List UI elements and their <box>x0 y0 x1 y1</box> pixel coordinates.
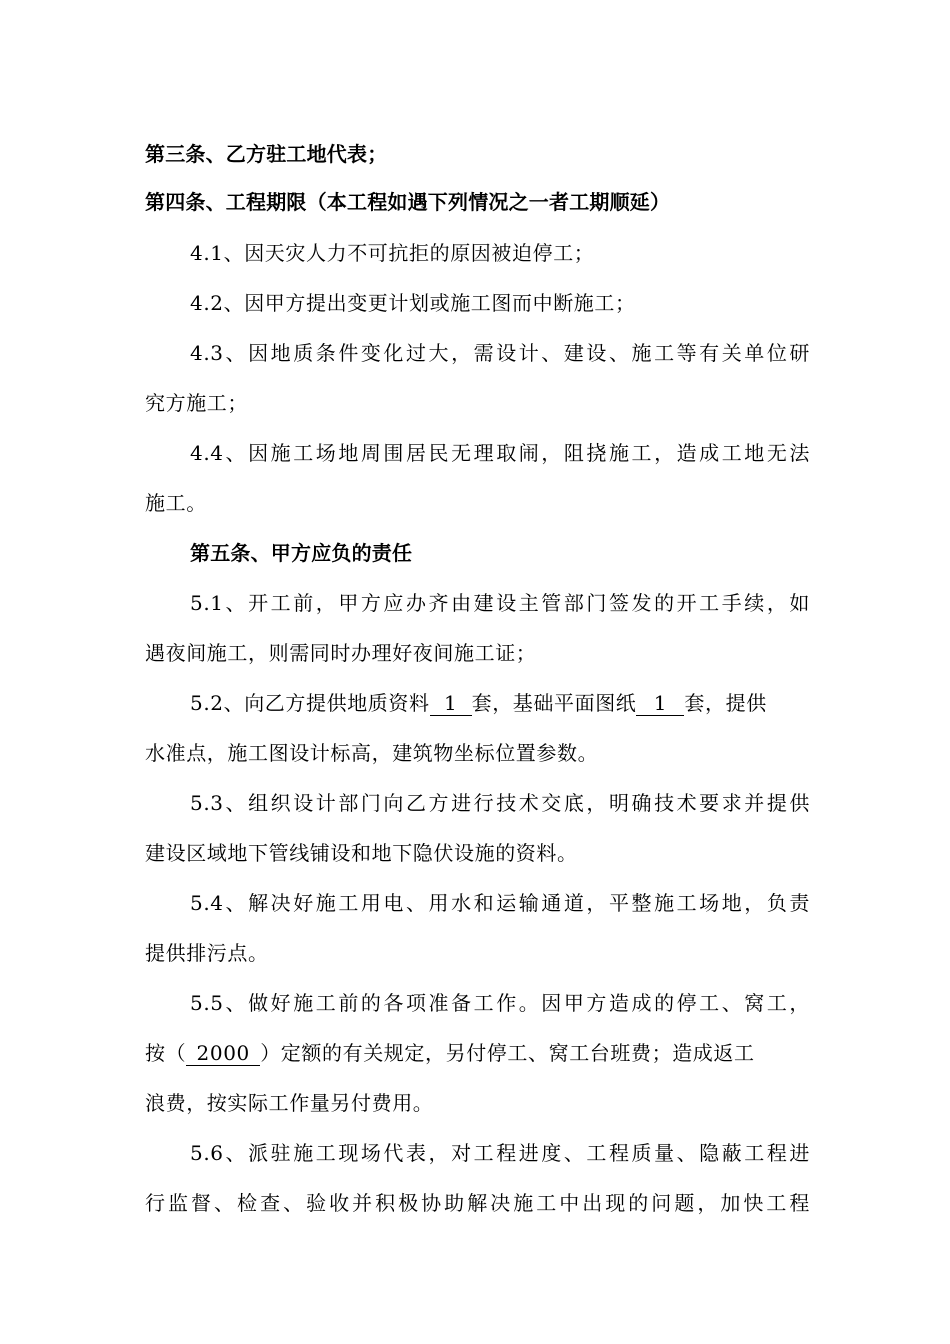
clause-5-5-rest: ）定额的有关规定，另付停工、窝工台班费；造成返工 <box>260 1041 755 1065</box>
clause-4-2: 4.2、因甲方提出变更计划或施工图而中断施工； <box>190 291 636 315</box>
clause-5-5-line-3: 浪费，按实际工作量另付费用。 <box>145 1091 434 1115</box>
clause-5-2-prefix: 5.2、向乙方提供地质资料 <box>190 691 430 715</box>
clause-5-1-line-2: 遇夜间施工，则需同时办理好夜间施工证； <box>145 641 537 665</box>
clause-4-3-line-1: 4.3、因地质条件变化过大，需设计、建设、施工等有关单位研 <box>190 341 810 365</box>
clause-4-3-line-2: 究方施工； <box>145 391 248 415</box>
clause-5-2-line-1 <box>190 689 810 717</box>
clause-5-3-line-2: 建设区域地下管线铺设和地下隐伏设施的资料。 <box>145 841 578 865</box>
article-5-heading: 第五条、甲方应负的责任 <box>190 541 413 565</box>
article-3-heading: 第三条、乙方驻工地代表； <box>145 142 388 166</box>
clause-4-4-line-2: 施工。 <box>145 491 207 515</box>
clause-5-1-line-1: 5.1、开工前，甲方应办齐由建设主管部门签发的开工手续，如 <box>190 591 810 615</box>
clause-5-2-middle: 套，基础平面图纸 <box>471 691 637 715</box>
clause-5-4-line-2: 提供排污点。 <box>145 941 269 965</box>
quota-year-blank: 2000 <box>186 1041 260 1066</box>
clause-4-4-line-1: 4.4、因施工场地周围居民无理取闹，阻挠施工，造成工地无法 <box>190 441 810 465</box>
clause-5-5-line-2 <box>145 1039 810 1067</box>
article-4-heading: 第四条、工程期限（本工程如遇下列情况之一者工期顺延） <box>145 190 671 214</box>
clause-5-6-line-2: 行监督、检查、验收并积极协助解决施工中出现的问题，加快工程 <box>145 1191 810 1215</box>
clause-5-5-line-1: 5.5、做好施工前的各项准备工作。因甲方造成的停工、窝工， <box>190 991 810 1015</box>
clause-5-6-line-1: 5.6、派驻施工现场代表，对工程进度、工程质量、隐蔽工程进 <box>190 1141 810 1165</box>
clause-5-3-line-1: 5.3、组织设计部门向乙方进行技术交底，明确技术要求并提供 <box>190 791 810 815</box>
drawing-count-blank: 1 <box>636 691 684 716</box>
clause-4-1: 4.1、因天灾人力不可抗拒的原因被迫停工； <box>190 241 595 265</box>
clause-5-2-suffix: 套，提供 <box>684 691 767 715</box>
geology-count-blank: 1 <box>430 691 472 716</box>
clause-5-2-line-2: 水准点，施工图设计标高，建筑物坐标位置参数。 <box>145 741 599 765</box>
clause-5-5-open: 按（ <box>145 1041 187 1065</box>
clause-5-4-line-1: 5.4、解决好施工用电、用水和运输通道，平整施工场地，负责 <box>190 891 810 915</box>
